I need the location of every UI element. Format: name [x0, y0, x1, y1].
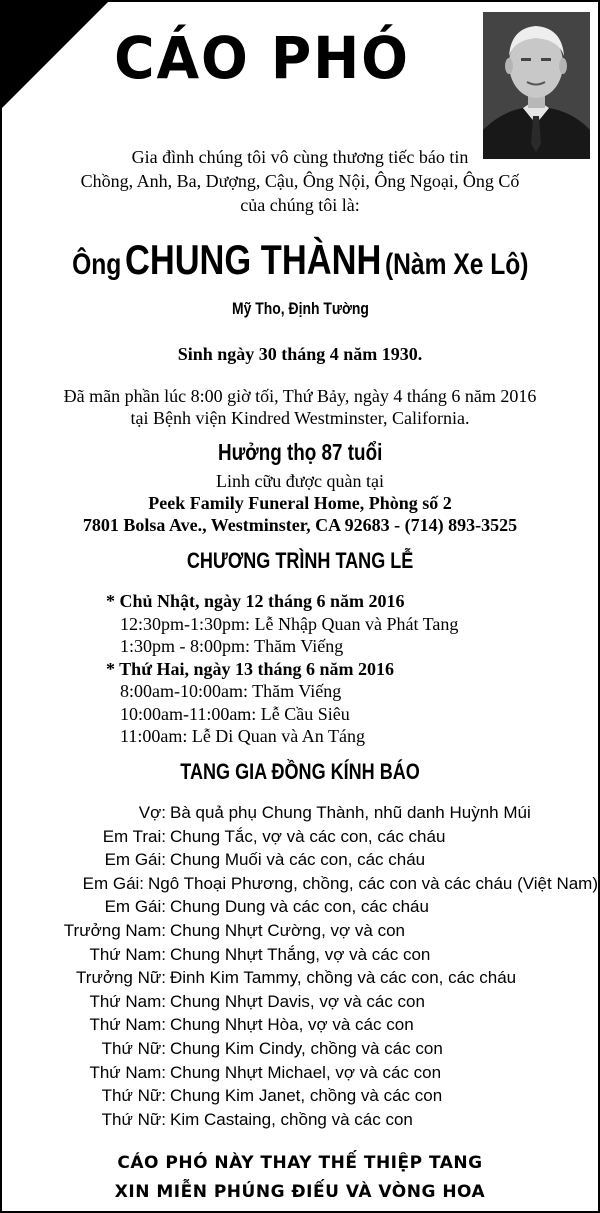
- age-line: [2, 439, 598, 466]
- family-row: [2, 1108, 598, 1132]
- schedule-event: 10:00am-11:00am: Lễ Cầu Siêu: [120, 703, 350, 724]
- family-row: [2, 801, 598, 825]
- program-heading: [2, 548, 598, 574]
- family-row: [2, 1061, 598, 1085]
- passing-line: tại Bệnh viện Kindred Westminster, California.: [130, 408, 470, 428]
- hometown-text: Mỹ Tho, Định Tường: [231, 299, 369, 318]
- footer-notice-line: CÁO PHÓ NÀY THAY THẾ THIỆP TANG: [117, 1153, 483, 1173]
- family-row: [2, 872, 598, 896]
- family-member: Bà quả phụ Chung Thành, nhũ danh Huỳnh Múi: [170, 803, 531, 822]
- intro-line: Chồng, Anh, Ba, Dượng, Cậu, Ông Nội, Ông Ngoại, Ông Cố: [80, 171, 520, 191]
- family-member: Đinh Kim Tammy, chồng và các con, các cháu: [170, 968, 517, 988]
- family-relation: Thứ Nữ:: [101, 1038, 166, 1058]
- family-relation: Thứ Nữ:: [101, 1109, 166, 1129]
- deceased-alias: (Nàm Xe Lô): [384, 248, 529, 281]
- family-heading: [2, 759, 598, 785]
- schedule-day: * Thứ Hai, ngày 13 tháng 6 năm 2016: [106, 658, 395, 679]
- deceased-name-line: [2, 236, 598, 286]
- family-row: [2, 1037, 598, 1061]
- schedule-event: 12:30pm-1:30pm: Lễ Nhập Quan và Phát Tang: [120, 613, 459, 634]
- family-list: [2, 801, 598, 1131]
- family-relation: Em Gái:: [104, 850, 166, 870]
- family-relation: Trưởng Nữ:: [76, 968, 166, 988]
- family-relation: Vợ:: [138, 803, 166, 822]
- family-relation: Em Trai:: [102, 826, 166, 846]
- family-row: [2, 966, 598, 990]
- schedule-event: 8:00am-10:00am: Thăm Viếng: [120, 681, 342, 701]
- intro-text: [2, 145, 598, 217]
- schedule-day: * Chủ Nhật, ngày 12 tháng 6 năm 2016: [106, 591, 405, 611]
- hometown: [2, 299, 598, 319]
- family-row: [2, 943, 598, 967]
- schedule-event: 1:30pm - 8:00pm: Thăm Viếng: [120, 636, 344, 656]
- family-relation: Trưởng Nam:: [63, 920, 166, 940]
- lying-in-state: [2, 470, 598, 536]
- family-relation: Thứ Nam:: [89, 944, 166, 964]
- family-member: Chung Nhựt Davis, vợ và các con: [170, 991, 425, 1011]
- deceased-name: CHUNG THÀNH: [124, 236, 382, 283]
- family-member: Chung Tắc, vợ và các con, các cháu: [170, 826, 446, 846]
- family-member: Chung Nhựt Thắng, vợ và các con: [170, 944, 431, 964]
- page-title: CÁO PHÓ: [114, 24, 410, 92]
- family-relation: Thứ Nam:: [89, 1015, 166, 1035]
- family-member: Chung Nhựt Michael, vợ và các con: [170, 1062, 442, 1082]
- schedule-event: 11:00am: Lễ Di Quan và An Táng: [120, 726, 365, 746]
- age-text: Hưởng thọ 87 tuổi: [217, 439, 383, 465]
- funeral-home: Peek Family Funeral Home, Phòng số 2: [148, 493, 452, 513]
- family-member: Chung Nhựt Hòa, vợ và các con: [170, 1015, 414, 1035]
- family-row: [2, 848, 598, 872]
- birth-date: Sinh ngày 30 tháng 4 năm 1930.: [177, 344, 423, 364]
- funeral-schedule: [106, 590, 458, 748]
- family-row: [2, 919, 598, 943]
- portrait-photo: [483, 12, 590, 159]
- family-relation: Em Gái:: [104, 897, 166, 917]
- family-member: Chung Dung và các con, các cháu: [170, 897, 429, 917]
- family-member: Chung Kim Cindy, chồng và các con: [170, 1038, 443, 1058]
- family-relation: Thứ Nữ:: [101, 1086, 166, 1106]
- deceased-honorific: Ông: [71, 248, 121, 281]
- passing-info: [2, 385, 598, 429]
- family-member: Chung Nhựt Cường, vợ và con: [170, 920, 405, 940]
- family-title: TANG GIA ĐỒNG KÍNH BÁO: [180, 759, 420, 784]
- intro-line: Gia đình chúng tôi vô cùng thương tiếc báo tin: [131, 147, 469, 167]
- family-member: Ngô Thoại Phương, chồng, các con và các cháu (Việt Nam): [148, 873, 598, 893]
- intro-line: của chúng tôi là:: [240, 195, 360, 215]
- funeral-home-address: 7801 Bolsa Ave., Westminster, CA 92683 - (714) 893-3525: [82, 515, 518, 535]
- family-row: [2, 1013, 598, 1037]
- family-relation: Thứ Nam:: [89, 1062, 166, 1082]
- family-row: [2, 1084, 598, 1108]
- family-row: [2, 895, 598, 919]
- footer-notice-line: XIN MIỄN PHÚNG ĐIẾU VÀ VÒNG HOA: [114, 1182, 486, 1202]
- family-relation: Em Gái:: [82, 873, 145, 893]
- passing-line: Đã mãn phần lúc 8:00 giờ tối, Thứ Bảy, ngày 4 tháng 6 năm 2016: [63, 386, 537, 406]
- lying-label: Linh cữu được quàn tại: [216, 471, 384, 491]
- family-row: [2, 825, 598, 849]
- family-row: [2, 990, 598, 1014]
- family-member: Chung Muối và các con, các cháu: [170, 850, 426, 870]
- program-title: CHƯƠNG TRÌNH TANG LỄ: [186, 548, 414, 573]
- family-relation: Thứ Nam:: [89, 991, 166, 1011]
- family-member: Kim Castaing, chồng và các con: [170, 1109, 413, 1129]
- family-member: Chung Kim Janet, chồng và các con: [170, 1086, 443, 1106]
